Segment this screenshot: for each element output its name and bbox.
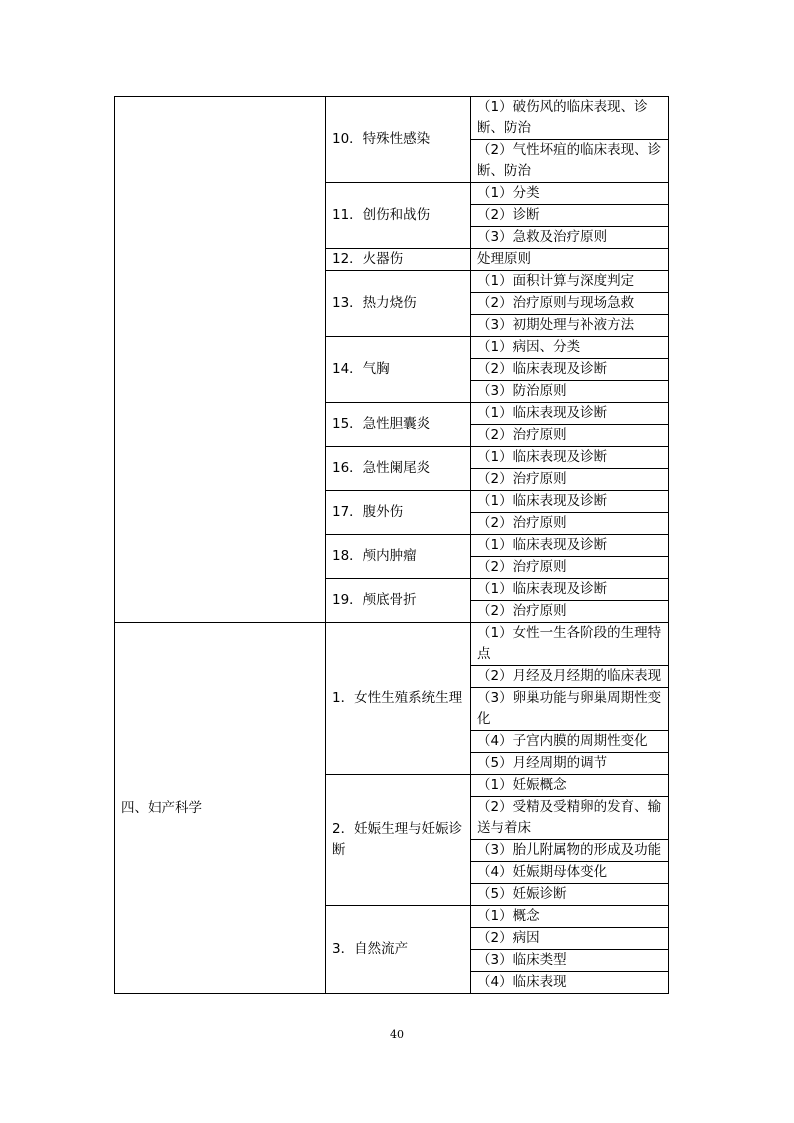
category-cell: 四、妇产科学 (115, 623, 326, 994)
item-cell: （1）面积计算与深度判定 (471, 271, 669, 293)
item-cell: （2）月经及月经期的临床表现 (471, 666, 669, 688)
item-cell: （4）妊娠期母体变化 (471, 862, 669, 884)
topic-cell: 13．热力烧伤 (326, 271, 471, 337)
category-cell (115, 97, 326, 623)
table-row (115, 97, 669, 140)
item-cell: （1）临床表现及诊断 (471, 579, 669, 601)
item-cell: （2）治疗原则 (471, 469, 669, 491)
topic-cell: 16．急性阑尾炎 (326, 447, 471, 491)
topic-cell: 14．气胸 (326, 337, 471, 403)
item-cell: （1）临床表现及诊断 (471, 535, 669, 557)
topic-cell: 11．创伤和战伤 (326, 183, 471, 249)
item-cell: （1）病因、分类 (471, 337, 669, 359)
syllabus-table (114, 96, 669, 994)
item-cell: （2）受精及受精卵的发育、输送与着床 (471, 797, 669, 840)
item-cell: （1）临床表现及诊断 (471, 491, 669, 513)
item-cell: （4）临床表现 (471, 972, 669, 994)
topic-cell: 19．颅底骨折 (326, 579, 471, 623)
item-cell: （2）治疗原则 (471, 601, 669, 623)
item-cell: （3）急救及治疗原则 (471, 227, 669, 249)
item-cell: （5）月经周期的调节 (471, 753, 669, 775)
syllabus-table-body (115, 97, 669, 994)
topic-cell: 12．火器伤 (326, 249, 471, 271)
item-cell: （2）治疗原则 (471, 557, 669, 579)
page-number: 40 (390, 1028, 404, 1041)
item-cell: （3）临床类型 (471, 950, 669, 972)
item-cell: （2）临床表现及诊断 (471, 359, 669, 381)
topic-cell: 1．女性生殖系统生理 (326, 623, 471, 775)
item-cell: （2）诊断 (471, 205, 669, 227)
item-cell: （4）子宫内膜的周期性变化 (471, 731, 669, 753)
item-cell: （3）卵巢功能与卵巢周期性变化 (471, 688, 669, 731)
item-cell: （1）临床表现及诊断 (471, 403, 669, 425)
topic-cell: 17．腹外伤 (326, 491, 471, 535)
item-cell: （2）治疗原则 (471, 425, 669, 447)
item-cell: （1）女性一生各阶段的生理特点 (471, 623, 669, 666)
item-cell: （1）分类 (471, 183, 669, 205)
topic-cell: 10．特殊性感染 (326, 97, 471, 183)
item-cell: （5）妊娠诊断 (471, 884, 669, 906)
item-cell: （3）胎儿附属物的形成及功能 (471, 840, 669, 862)
item-cell: （2）气性坏疽的临床表现、诊断、防治 (471, 140, 669, 183)
item-cell: （2）治疗原则 (471, 513, 669, 535)
topic-cell: 2．妊娠生理与妊娠诊断 (326, 775, 471, 906)
item-cell: （2）治疗原则与现场急救 (471, 293, 669, 315)
table-row (115, 623, 669, 666)
item-cell: （3）初期处理与补液方法 (471, 315, 669, 337)
item-cell: （2）病因 (471, 928, 669, 950)
topic-cell: 3．自然流产 (326, 906, 471, 994)
item-cell: （1）概念 (471, 906, 669, 928)
topic-cell: 15．急性胆囊炎 (326, 403, 471, 447)
item-cell: （1）妊娠概念 (471, 775, 669, 797)
item-cell: （1）破伤风的临床表现、诊断、防治 (471, 97, 669, 140)
topic-cell: 18．颅内肿瘤 (326, 535, 471, 579)
item-cell: （3）防治原则 (471, 381, 669, 403)
item-cell: 处理原则 (471, 249, 669, 271)
item-cell: （1）临床表现及诊断 (471, 447, 669, 469)
